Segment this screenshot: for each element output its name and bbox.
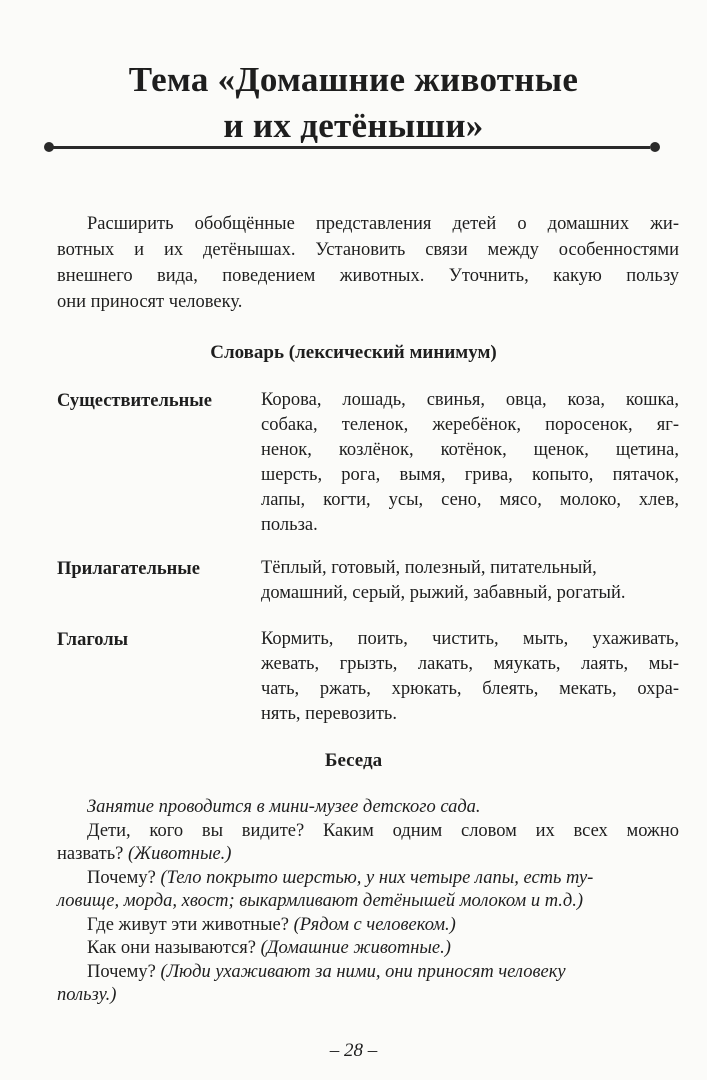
conversation-line — [57, 843, 679, 867]
verbs-list — [261, 627, 679, 727]
nouns-term: Существительные — [57, 391, 212, 411]
conversation-line — [57, 961, 679, 985]
intro-line: вотных и их детёнышах. Установить связи между особенностями — [57, 240, 679, 260]
adjectives-list — [261, 556, 679, 606]
nouns-line: собака, теленок, жеребёнок, поросенок, яг- — [261, 415, 679, 435]
answer-text: (Животные.) — [128, 844, 232, 864]
answer-text: (Люди ухаживают за ними, они приносят человеку — [160, 961, 566, 982]
conversation-note: Занятие проводится в мини-музее детского сада. — [87, 797, 481, 817]
verbs-line: жевать, грызть, лакать, мяукать, лаять, мы- — [261, 654, 679, 674]
nouns-line: польза. — [261, 515, 318, 535]
verbs-line: Кормить, поить, чистить, мыть, ухаживать, — [261, 629, 679, 649]
answer-text: (Рядом с человеком.) — [293, 914, 456, 935]
page-title-line-1: Тема «Домашние животные — [128, 60, 579, 99]
question-text: назвать? — [57, 844, 129, 864]
adjectives-line: Тёплый, готовый, полезный, питательный, — [261, 558, 597, 578]
divider-left-dot — [44, 142, 54, 152]
nouns-line: лапы, когти, усы, сено, мясо, молоко, хлев, — [261, 490, 679, 510]
nouns-line: Корова, лошадь, свинья, овца, коза, кошка, — [261, 390, 679, 410]
conversation-line — [57, 867, 679, 891]
answer-text: (Домашние животные.) — [260, 938, 451, 958]
conversation-line: ловище, морда, хвост; выкармливают детёнышей молоком и т.д.) — [57, 891, 584, 911]
question-text: Почему? — [87, 867, 161, 888]
divider-right-dot — [650, 142, 660, 152]
nouns-line: ненок, козлёнок, котёнок, щенок, щетина, — [261, 440, 679, 460]
verbs-line: нять, перевозить. — [261, 704, 397, 724]
intro-line: Расширить обобщённые представления детей о домашних жи- — [87, 214, 679, 234]
nouns-line: шерсть, рога, вымя, грива, копыто, пятачок, — [261, 465, 679, 485]
intro-line: они приносят человеку. — [57, 292, 243, 312]
page-number: – 28 – — [329, 1040, 378, 1061]
conversation-line: пользу.) — [57, 985, 117, 1005]
conversation-line — [57, 914, 679, 938]
title-divider — [52, 146, 650, 149]
conversation-line — [57, 937, 679, 961]
answer-text: (Тело покрыто шерстью, у них четыре лапы, есть ту- — [160, 867, 594, 888]
question-text: Где живут эти животные? — [87, 914, 294, 935]
verbs-term: Глаголы — [57, 630, 129, 650]
adjectives-term: Прилагательные — [57, 559, 200, 579]
nouns-list — [261, 388, 679, 538]
intro-paragraph — [57, 211, 679, 315]
conversation-line: Дети, кого вы видите? Каким одним словом их всех можно — [87, 820, 679, 841]
intro-line: внешнего вида, поведением животных. Уточнить, какую пользу — [57, 266, 679, 286]
question-text: Почему? — [87, 961, 161, 982]
conversation-text — [57, 796, 679, 1008]
conversation-heading: Беседа — [324, 750, 383, 771]
verbs-line: чать, ржать, хрюкать, блеять, мекать, охра- — [261, 679, 679, 699]
vocabulary-heading: Словарь (лексический минимум) — [210, 342, 497, 363]
page-title-line-2: и их детёныши» — [223, 106, 484, 145]
question-text: Как они называются? — [87, 938, 261, 958]
adjectives-line: домашний, серый, рыжий, забавный, рогатый. — [261, 583, 626, 603]
